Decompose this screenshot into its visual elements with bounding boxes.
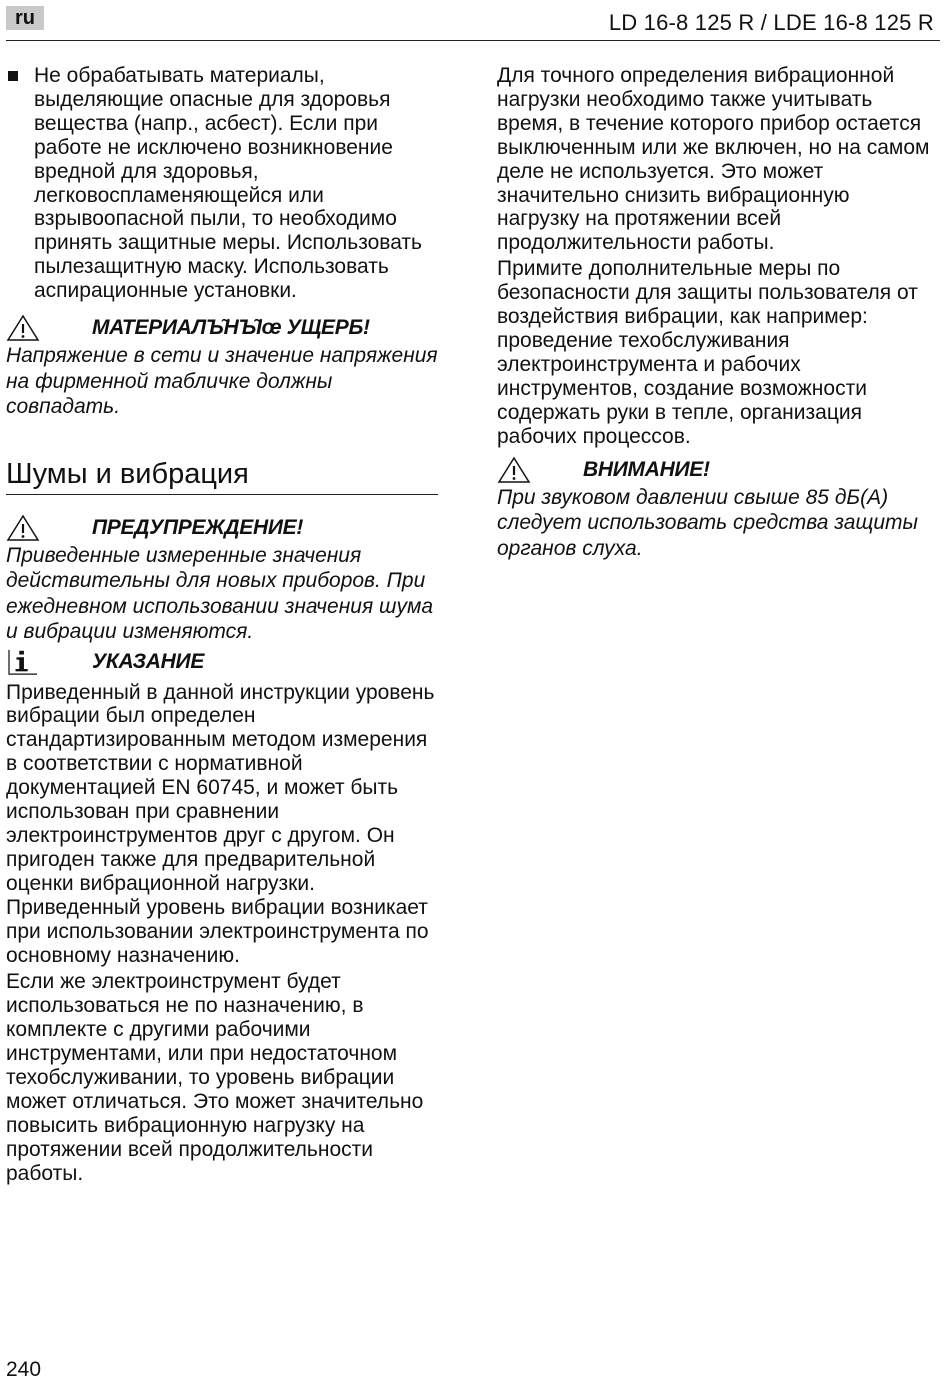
warning-triangle-icon — [497, 456, 531, 484]
info-notice — [6, 647, 444, 1186]
warning-triangle-icon — [6, 514, 40, 542]
note-paragraph: Приведенный в данной инструкции уровень вибрации был определен стандартизированным методом измерения в соответствии с нормативной документацией EN 60745, и может быть использован при сравнении электроинструментов друг с другом. Он пригоден также для предварительной оценки вибрационной нагрузки. Приведенный уровень вибрации возникает при использовании электроинструмента по основному назначению. — [6, 680, 435, 967]
right-column — [497, 64, 937, 561]
bullet-square-icon — [8, 71, 18, 81]
caution-text: Напряжение в сети и значение напряжения на фирменной табличке должны совпадать. — [6, 344, 438, 419]
attention-text: При звуковом давлении свыше 85 дБ(A) следует использовать средства защиты органов слуха. — [497, 485, 918, 560]
warning-triangle-icon — [6, 314, 40, 342]
note-paragraph: Если же электроинструмент будет использоваться не по назначению, в комплекте с другими рабочими инструментами, или при недостаточном техобслуживании, то уровень вибрации может отличаться. Это может значительно повысить вибрационную нагрузку на протяжении всей продолжительности работы. — [6, 970, 424, 1185]
model-title: LD 16-8 125 R / LDE 16-8 125 R — [608, 10, 934, 35]
note-label: УКАЗАНИЕ — [92, 649, 205, 673]
warning-text: Приведенные измеренные значения действительны для новых приборов. При ежедневном использовании значения шума и вибрации изменяются. — [6, 543, 434, 644]
warning-label: ПРЕДУПРЕЖДЕНИЕ! — [92, 515, 304, 539]
bullet-text: Не обрабатывать материалы, выделяющие опасные для здоровья вещества (напр., асбест). Если при работе не исключено возникновение вредной для здоровья, легковоспламеняющейся или взрывоопасной пыли, то необходимо принять защитные меры. Использовать пылезащитную маску. Использовать аспирационные установки. — [34, 64, 422, 303]
warning-notice — [6, 513, 444, 645]
header-divider — [6, 40, 940, 41]
attention-label: ВНИМАНИЕ! — [583, 457, 710, 481]
language-tag: ru — [6, 6, 44, 30]
left-column — [6, 64, 444, 1186]
caution-notice — [6, 313, 444, 420]
info-icon — [6, 648, 40, 676]
bullet-item — [6, 64, 444, 303]
attention-notice — [497, 455, 937, 562]
vibration-paragraph: Для точного определения вибрационной нагрузки необходимо также учитывать время, в течение которого прибор остается выключенным или же включен, но на самом деле не используется. Это может значительно снизить вибрационную нагрузку на протяжении всей продолжительности работы. — [497, 64, 930, 255]
section-title: Шумы и вибрация — [6, 456, 438, 495]
page-number: 240 — [6, 1358, 42, 1381]
vibration-paragraph: Примите дополнительные меры по безопасности для защиты пользователя от воздействия вибрации, как например: проведение техобслуживания электроинструмента и рабочих инструментов, создание возможности содержать руки в тепле, организация рабочих процессов. — [497, 257, 918, 448]
caution-label: МАТЕРИАЛЪ͂НЪ͂Iœ УЩЕРБ! — [92, 316, 370, 340]
